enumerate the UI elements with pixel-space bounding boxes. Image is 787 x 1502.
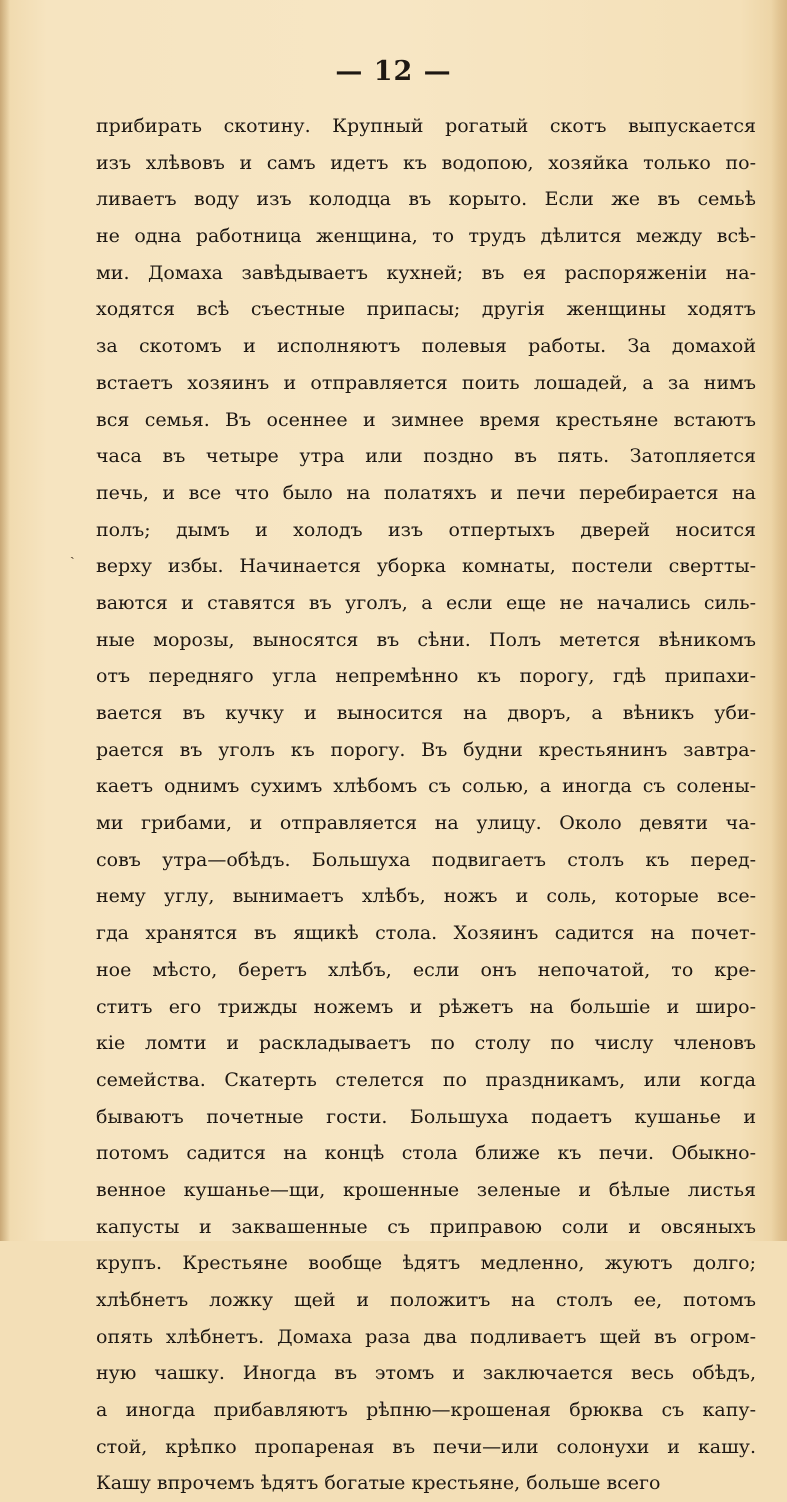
page-number: — 12 — (335, 56, 452, 87)
text-line: ную чашку. Иногда въ этомъ и заключается весь обѣдъ, (96, 1362, 756, 1385)
text-line: вается въ кучку и выносится на дворъ, а вѣникъ уби- (96, 702, 756, 724)
text-line: верху избы. Начинается уборка комнаты, постели свертты- (96, 555, 756, 578)
text-line: стой, крѣпко пропареная въ печи—или солонухи и кашу. (96, 1435, 756, 1458)
text-line: печь, и все что было на полатяхъ и печи перебирается на (96, 481, 756, 504)
text-line: ми. Домаха завѣдываетъ кухней; въ ея распоряженіи на- (96, 261, 756, 284)
text-line: отъ передняго угла непремѣнно къ порогу, гдѣ припахи- (96, 665, 756, 688)
text-line: ное мѣсто, беретъ хлѣбъ, если онъ непочатой, то кре- (96, 958, 756, 981)
text-line: изъ хлѣвовъ и самъ идетъ къ водопою, хозяйка только по- (96, 151, 756, 174)
text-line: ходятся всѣ съестные припасы; другія женщины ходятъ (96, 298, 756, 321)
text-line: встаетъ хозяинъ и отправляется поить лошадей, а за нимъ (96, 371, 756, 394)
text-line: гда хранятся въ ящикѣ стола. Хозяинъ садится на почет- (96, 922, 756, 945)
page-edge-shadow-right (771, 0, 787, 1241)
text-line: прибирать скотину. Крупный рогатый скотъ выпускается (96, 115, 756, 137)
page-edge-shadow-left (0, 0, 10, 1241)
text-line: семейства. Скатерть стелется по праздникамъ, или когда (96, 1068, 756, 1091)
stray-ink-mark: ˎ (70, 544, 75, 560)
body-text (96, 108, 756, 1502)
text-line: вся семья. Въ осеннее и зимнее время крестьяне встаютъ (96, 408, 756, 431)
text-line: полъ; дымъ и холодъ изъ отпертыхъ дверей носится (96, 518, 756, 541)
text-line: ваются и ставятся въ уголъ, а если еще не начались силь- (96, 591, 756, 614)
text-line: ные морозы, выносятся въ сѣни. Полъ метется вѣникомъ (96, 628, 756, 651)
text-line: нему углу, вынимаетъ хлѣбъ, ножъ и соль, которые все- (96, 885, 756, 908)
text-line: хлѣбнетъ ложку щей и положитъ на столъ ее, потомъ (96, 1289, 756, 1311)
text-line: Кашу впрочемъ ѣдятъ богатые крестьяне, больше всего (96, 1472, 661, 1495)
text-line: опять хлѣбнетъ. Домаха раза два подливаетъ щей въ огром- (96, 1325, 756, 1348)
text-line: каетъ однимъ сухимъ хлѣбомъ съ солью, а иногда съ солены- (96, 775, 756, 798)
text-line: ливаетъ воду изъ колодца въ корыто. Если же въ семьѣ (96, 188, 756, 211)
text-line: капусты и заквашенные съ приправою соли и овсяныхъ (96, 1215, 756, 1238)
text-line: рается въ уголъ къ порогу. Въ будни крестьянинъ завтра- (96, 738, 756, 761)
text-line: а иногда прибавляютъ рѣпню—крошеная брюква съ капу- (96, 1399, 756, 1422)
text-line: потомъ садится на концѣ стола ближе къ печи. Обыкно- (96, 1142, 756, 1165)
text-line: ститъ его трижды ножемъ и рѣжетъ на большіе и широ- (96, 995, 756, 1018)
text-line: за скотомъ и исполняютъ полевыя работы. За домахой (96, 335, 756, 358)
text-line: часа въ четыре утра или поздно въ пять. Затопляется (96, 445, 756, 468)
text-line: кіе ломти и раскладываетъ по столу по числу членовъ (96, 1032, 756, 1055)
text-line: совъ утра—обѣдъ. Большуха подвигаетъ столъ къ перед- (96, 848, 756, 871)
text-line: крупъ. Крестьяне вообще ѣдятъ медленно, жуютъ долго; (96, 1252, 756, 1275)
text-line: венное кушанье—щи, крошенные зеленые и бѣлые листья (96, 1178, 756, 1201)
text-line: ми грибами, и отправляется на улицу. Около девяти ча- (96, 812, 756, 835)
text-line: бываютъ почетные гости. Большуха подаетъ кушанье и (96, 1105, 756, 1128)
text-line: не одна работница женщина, то трудъ дѣлится между всѣ- (96, 225, 756, 248)
